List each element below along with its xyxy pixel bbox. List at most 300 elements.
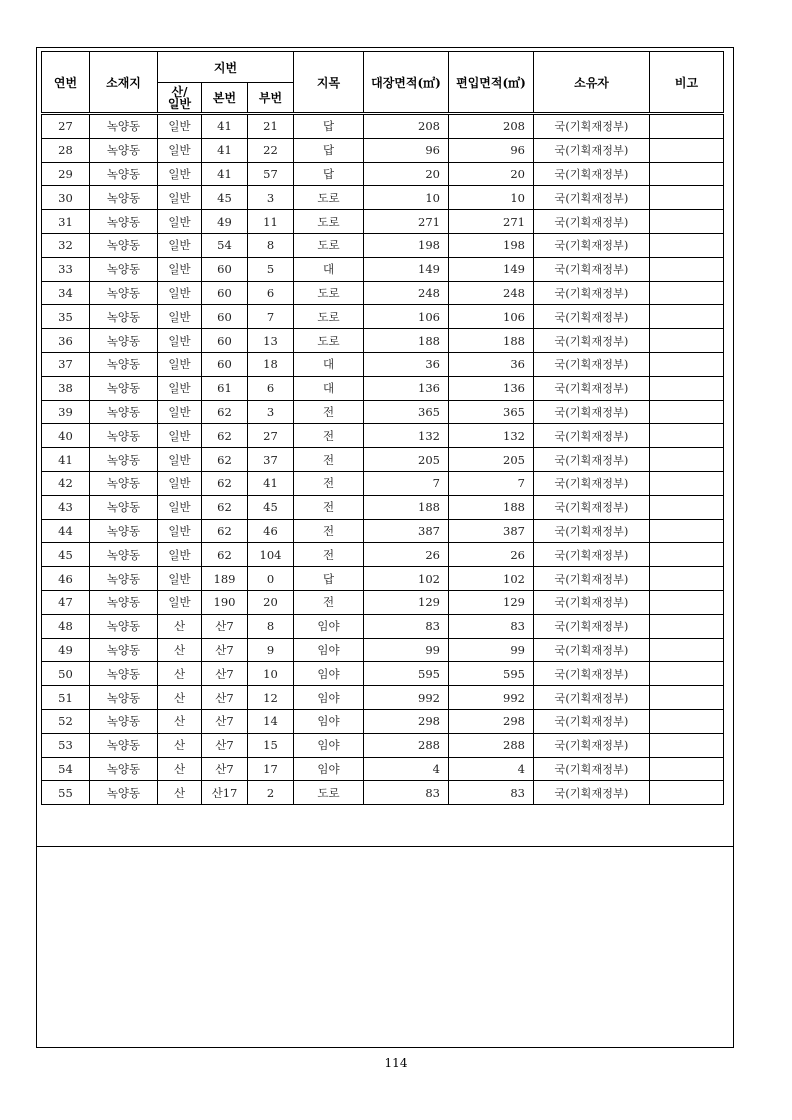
cell-land-category: 임야 [294,733,364,757]
cell-land-category: 도로 [294,281,364,305]
cell-ledger-area: 7 [364,471,449,495]
cell-type: 일반 [158,400,202,424]
table-row [42,210,724,234]
cell-sub-no: 20 [248,590,294,614]
cell-remarks [650,709,724,733]
cell-land-category: 전 [294,424,364,448]
table-row [42,471,724,495]
cell-seq: 32 [42,233,90,257]
cell-location: 녹양동 [90,281,158,305]
table-row [42,448,724,472]
land-parcel-table [41,51,724,805]
cell-main-no: 41 [202,114,248,139]
cell-owner: 국(기획재정부) [534,210,650,234]
cell-owner: 국(기획재정부) [534,567,650,591]
cell-main-no: 산7 [202,757,248,781]
cell-sub-no: 5 [248,257,294,281]
cell-location: 녹양동 [90,257,158,281]
cell-main-no: 62 [202,448,248,472]
cell-ledger-area: 149 [364,257,449,281]
cell-land-category: 전 [294,519,364,543]
cell-incorporated-area: 288 [449,733,534,757]
cell-remarks [650,281,724,305]
cell-owner: 국(기획재정부) [534,733,650,757]
cell-main-no: 산7 [202,638,248,662]
cell-location: 녹양동 [90,662,158,686]
cell-main-no: 산7 [202,662,248,686]
cell-seq: 55 [42,781,90,805]
table-row [42,305,724,329]
header-lot-group: 지번 [158,52,294,83]
cell-seq: 54 [42,757,90,781]
table-row [42,662,724,686]
cell-type: 일반 [158,519,202,543]
cell-location: 녹양동 [90,329,158,353]
cell-remarks [650,662,724,686]
cell-type: 산 [158,614,202,638]
cell-main-no: 189 [202,567,248,591]
cell-main-no: 61 [202,376,248,400]
cell-main-no: 62 [202,400,248,424]
header-mountain-general: 산/ 일반 [158,83,202,114]
cell-ledger-area: 36 [364,352,449,376]
table-row [42,376,724,400]
cell-remarks [650,186,724,210]
cell-ledger-area: 4 [364,757,449,781]
cell-sub-no: 27 [248,424,294,448]
cell-sub-no: 7 [248,305,294,329]
cell-owner: 국(기획재정부) [534,614,650,638]
cell-land-category: 임야 [294,757,364,781]
table-row [42,138,724,162]
cell-owner: 국(기획재정부) [534,757,650,781]
cell-type: 일반 [158,233,202,257]
cell-incorporated-area: 26 [449,543,534,567]
cell-owner: 국(기획재정부) [534,352,650,376]
cell-land-category: 전 [294,543,364,567]
cell-incorporated-area: 4 [449,757,534,781]
cell-owner: 국(기획재정부) [534,495,650,519]
cell-incorporated-area: 7 [449,471,534,495]
cell-owner: 국(기획재정부) [534,233,650,257]
cell-owner: 국(기획재정부) [534,138,650,162]
cell-seq: 33 [42,257,90,281]
cell-type: 일반 [158,543,202,567]
header-seq: 연번 [42,52,90,114]
cell-main-no: 산17 [202,781,248,805]
cell-sub-no: 0 [248,567,294,591]
cell-seq: 41 [42,448,90,472]
cell-location: 녹양동 [90,733,158,757]
cell-type: 일반 [158,376,202,400]
cell-seq: 47 [42,590,90,614]
cell-owner: 국(기획재정부) [534,186,650,210]
cell-owner: 국(기획재정부) [534,638,650,662]
table-row [42,400,724,424]
cell-sub-no: 46 [248,519,294,543]
cell-remarks [650,567,724,591]
cell-land-category: 도로 [294,305,364,329]
cell-location: 녹양동 [90,519,158,543]
cell-ledger-area: 132 [364,424,449,448]
cell-main-no: 41 [202,138,248,162]
cell-incorporated-area: 248 [449,281,534,305]
cell-sub-no: 2 [248,781,294,805]
cell-type: 일반 [158,567,202,591]
cell-main-no: 60 [202,352,248,376]
cell-remarks [650,614,724,638]
cell-remarks [650,138,724,162]
cell-remarks [650,233,724,257]
cell-incorporated-area: 992 [449,686,534,710]
cell-owner: 국(기획재정부) [534,114,650,139]
cell-main-no: 산7 [202,733,248,757]
cell-location: 녹양동 [90,448,158,472]
cell-seq: 37 [42,352,90,376]
cell-incorporated-area: 149 [449,257,534,281]
cell-seq: 48 [42,614,90,638]
cell-remarks [650,424,724,448]
cell-location: 녹양동 [90,686,158,710]
table-row [42,590,724,614]
cell-remarks [650,329,724,353]
cell-incorporated-area: 20 [449,162,534,186]
cell-sub-no: 18 [248,352,294,376]
cell-sub-no: 13 [248,329,294,353]
header-sub-no: 부번 [248,83,294,114]
cell-ledger-area: 992 [364,686,449,710]
cell-incorporated-area: 198 [449,233,534,257]
cell-location: 녹양동 [90,614,158,638]
cell-location: 녹양동 [90,757,158,781]
cell-remarks [650,733,724,757]
cell-remarks [650,162,724,186]
cell-main-no: 45 [202,186,248,210]
cell-location: 녹양동 [90,162,158,186]
cell-location: 녹양동 [90,114,158,139]
cell-seq: 49 [42,638,90,662]
cell-ledger-area: 188 [364,495,449,519]
cell-seq: 50 [42,662,90,686]
cell-ledger-area: 198 [364,233,449,257]
cell-incorporated-area: 132 [449,424,534,448]
cell-remarks [650,448,724,472]
cell-location: 녹양동 [90,400,158,424]
cell-seq: 38 [42,376,90,400]
cell-owner: 국(기획재정부) [534,305,650,329]
cell-ledger-area: 298 [364,709,449,733]
cell-sub-no: 17 [248,757,294,781]
table-row [42,233,724,257]
cell-type: 일반 [158,305,202,329]
cell-type: 산 [158,709,202,733]
table-row [42,781,724,805]
cell-type: 일반 [158,495,202,519]
cell-incorporated-area: 298 [449,709,534,733]
cell-type: 일반 [158,281,202,305]
cell-location: 녹양동 [90,495,158,519]
table-row [42,733,724,757]
cell-sub-no: 6 [248,376,294,400]
cell-ledger-area: 271 [364,210,449,234]
cell-land-category: 임야 [294,614,364,638]
cell-type: 일반 [158,471,202,495]
cell-ledger-area: 288 [364,733,449,757]
cell-sub-no: 8 [248,233,294,257]
cell-owner: 국(기획재정부) [534,781,650,805]
cell-ledger-area: 102 [364,567,449,591]
cell-land-category: 전 [294,448,364,472]
cell-sub-no: 45 [248,495,294,519]
cell-main-no: 62 [202,495,248,519]
cell-incorporated-area: 10 [449,186,534,210]
cell-remarks [650,495,724,519]
cell-remarks [650,757,724,781]
cell-ledger-area: 208 [364,114,449,139]
cell-type: 일반 [158,210,202,234]
cell-incorporated-area: 36 [449,352,534,376]
cell-type: 일반 [158,114,202,139]
cell-land-category: 전 [294,471,364,495]
cell-seq: 53 [42,733,90,757]
cell-ledger-area: 387 [364,519,449,543]
header-ledger-area: 대장면적(㎡) [364,52,449,114]
cell-type: 일반 [158,186,202,210]
cell-owner: 국(기획재정부) [534,257,650,281]
cell-seq: 45 [42,543,90,567]
cell-location: 녹양동 [90,352,158,376]
cell-land-category: 답 [294,114,364,139]
cell-land-category: 임야 [294,686,364,710]
cell-incorporated-area: 83 [449,781,534,805]
cell-sub-no: 14 [248,709,294,733]
cell-land-category: 도로 [294,329,364,353]
cell-sub-no: 21 [248,114,294,139]
cell-sub-no: 22 [248,138,294,162]
table-row [42,329,724,353]
cell-location: 녹양동 [90,543,158,567]
cell-remarks [650,638,724,662]
table-row [42,257,724,281]
cell-main-no: 60 [202,257,248,281]
cell-sub-no: 12 [248,686,294,710]
cell-ledger-area: 83 [364,781,449,805]
cell-incorporated-area: 365 [449,400,534,424]
cell-ledger-area: 248 [364,281,449,305]
cell-main-no: 49 [202,210,248,234]
cell-sub-no: 6 [248,281,294,305]
cell-type: 일반 [158,590,202,614]
cell-ledger-area: 205 [364,448,449,472]
cell-owner: 국(기획재정부) [534,162,650,186]
cell-owner: 국(기획재정부) [534,519,650,543]
table-row [42,352,724,376]
table-row [42,519,724,543]
cell-land-category: 전 [294,590,364,614]
cell-seq: 42 [42,471,90,495]
cell-location: 녹양동 [90,638,158,662]
cell-location: 녹양동 [90,567,158,591]
cell-location: 녹양동 [90,210,158,234]
cell-incorporated-area: 102 [449,567,534,591]
header-land-category: 지목 [294,52,364,114]
cell-remarks [650,781,724,805]
cell-land-category: 도로 [294,186,364,210]
cell-type: 일반 [158,329,202,353]
cell-sub-no: 8 [248,614,294,638]
cell-remarks [650,257,724,281]
cell-main-no: 41 [202,162,248,186]
cell-sub-no: 3 [248,186,294,210]
cell-type: 일반 [158,257,202,281]
cell-main-no: 62 [202,543,248,567]
cell-land-category: 전 [294,495,364,519]
cell-remarks [650,114,724,139]
cell-type: 일반 [158,424,202,448]
cell-type: 일반 [158,162,202,186]
cell-type: 산 [158,781,202,805]
cell-sub-no: 11 [248,210,294,234]
cell-main-no: 60 [202,281,248,305]
cell-main-no: 60 [202,329,248,353]
cell-ledger-area: 99 [364,638,449,662]
cell-remarks [650,543,724,567]
cell-land-category: 임야 [294,709,364,733]
cell-main-no: 62 [202,519,248,543]
cell-incorporated-area: 106 [449,305,534,329]
cell-seq: 30 [42,186,90,210]
cell-owner: 국(기획재정부) [534,400,650,424]
cell-seq: 40 [42,424,90,448]
cell-owner: 국(기획재정부) [534,281,650,305]
cell-land-category: 대 [294,352,364,376]
table-row [42,281,724,305]
table-body [42,114,724,805]
cell-land-category: 도로 [294,781,364,805]
cell-remarks [650,376,724,400]
cell-land-category: 대 [294,376,364,400]
cell-location: 녹양동 [90,471,158,495]
table-row [42,567,724,591]
table-row [42,614,724,638]
cell-main-no: 190 [202,590,248,614]
cell-incorporated-area: 387 [449,519,534,543]
cell-ledger-area: 10 [364,186,449,210]
cell-sub-no: 104 [248,543,294,567]
cell-type: 일반 [158,138,202,162]
cell-location: 녹양동 [90,424,158,448]
cell-type: 산 [158,757,202,781]
cell-land-category: 임야 [294,662,364,686]
cell-type: 일반 [158,352,202,376]
cell-location: 녹양동 [90,709,158,733]
cell-sub-no: 3 [248,400,294,424]
cell-ledger-area: 129 [364,590,449,614]
cell-ledger-area: 595 [364,662,449,686]
cell-main-no: 산7 [202,709,248,733]
cell-incorporated-area: 208 [449,114,534,139]
cell-seq: 35 [42,305,90,329]
cell-seq: 43 [42,495,90,519]
cell-land-category: 답 [294,138,364,162]
cell-owner: 국(기획재정부) [534,590,650,614]
cell-seq: 28 [42,138,90,162]
cell-remarks [650,590,724,614]
table-row [42,543,724,567]
cell-land-category: 임야 [294,638,364,662]
cell-owner: 국(기획재정부) [534,329,650,353]
cell-incorporated-area: 188 [449,495,534,519]
cell-ledger-area: 365 [364,400,449,424]
cell-sub-no: 10 [248,662,294,686]
cell-remarks [650,686,724,710]
cell-land-category: 도로 [294,210,364,234]
cell-seq: 34 [42,281,90,305]
cell-seq: 52 [42,709,90,733]
cell-location: 녹양동 [90,138,158,162]
cell-owner: 국(기획재정부) [534,376,650,400]
table-header [42,52,724,114]
cell-ledger-area: 26 [364,543,449,567]
cell-main-no: 62 [202,424,248,448]
cell-land-category: 답 [294,567,364,591]
page-number: 114 [384,1056,408,1070]
cell-seq: 46 [42,567,90,591]
cell-main-no: 60 [202,305,248,329]
table-row [42,495,724,519]
cell-owner: 국(기획재정부) [534,686,650,710]
table-row [42,186,724,210]
cell-location: 녹양동 [90,781,158,805]
cell-owner: 국(기획재정부) [534,471,650,495]
cell-owner: 국(기획재정부) [534,662,650,686]
table-row [42,686,724,710]
cell-land-category: 대 [294,257,364,281]
table-row [42,424,724,448]
table-row [42,757,724,781]
table-row [42,162,724,186]
cell-owner: 국(기획재정부) [534,709,650,733]
cell-type: 일반 [158,448,202,472]
cell-seq: 51 [42,686,90,710]
cell-land-category: 답 [294,162,364,186]
header-incorporated-area: 편입면적(㎡) [449,52,534,114]
cell-incorporated-area: 188 [449,329,534,353]
cell-ledger-area: 96 [364,138,449,162]
cell-seq: 27 [42,114,90,139]
cell-sub-no: 57 [248,162,294,186]
table-row [42,638,724,662]
cell-type: 산 [158,662,202,686]
cell-location: 녹양동 [90,186,158,210]
cell-land-category: 도로 [294,233,364,257]
cell-sub-no: 37 [248,448,294,472]
cell-remarks [650,471,724,495]
cell-seq: 36 [42,329,90,353]
cell-incorporated-area: 136 [449,376,534,400]
cell-main-no: 54 [202,233,248,257]
cell-owner: 국(기획재정부) [534,543,650,567]
cell-incorporated-area: 129 [449,590,534,614]
cell-remarks [650,210,724,234]
cell-sub-no: 9 [248,638,294,662]
cell-location: 녹양동 [90,305,158,329]
cell-seq: 29 [42,162,90,186]
cell-ledger-area: 106 [364,305,449,329]
cell-type: 산 [158,733,202,757]
cell-owner: 국(기획재정부) [534,448,650,472]
cell-type: 산 [158,686,202,710]
